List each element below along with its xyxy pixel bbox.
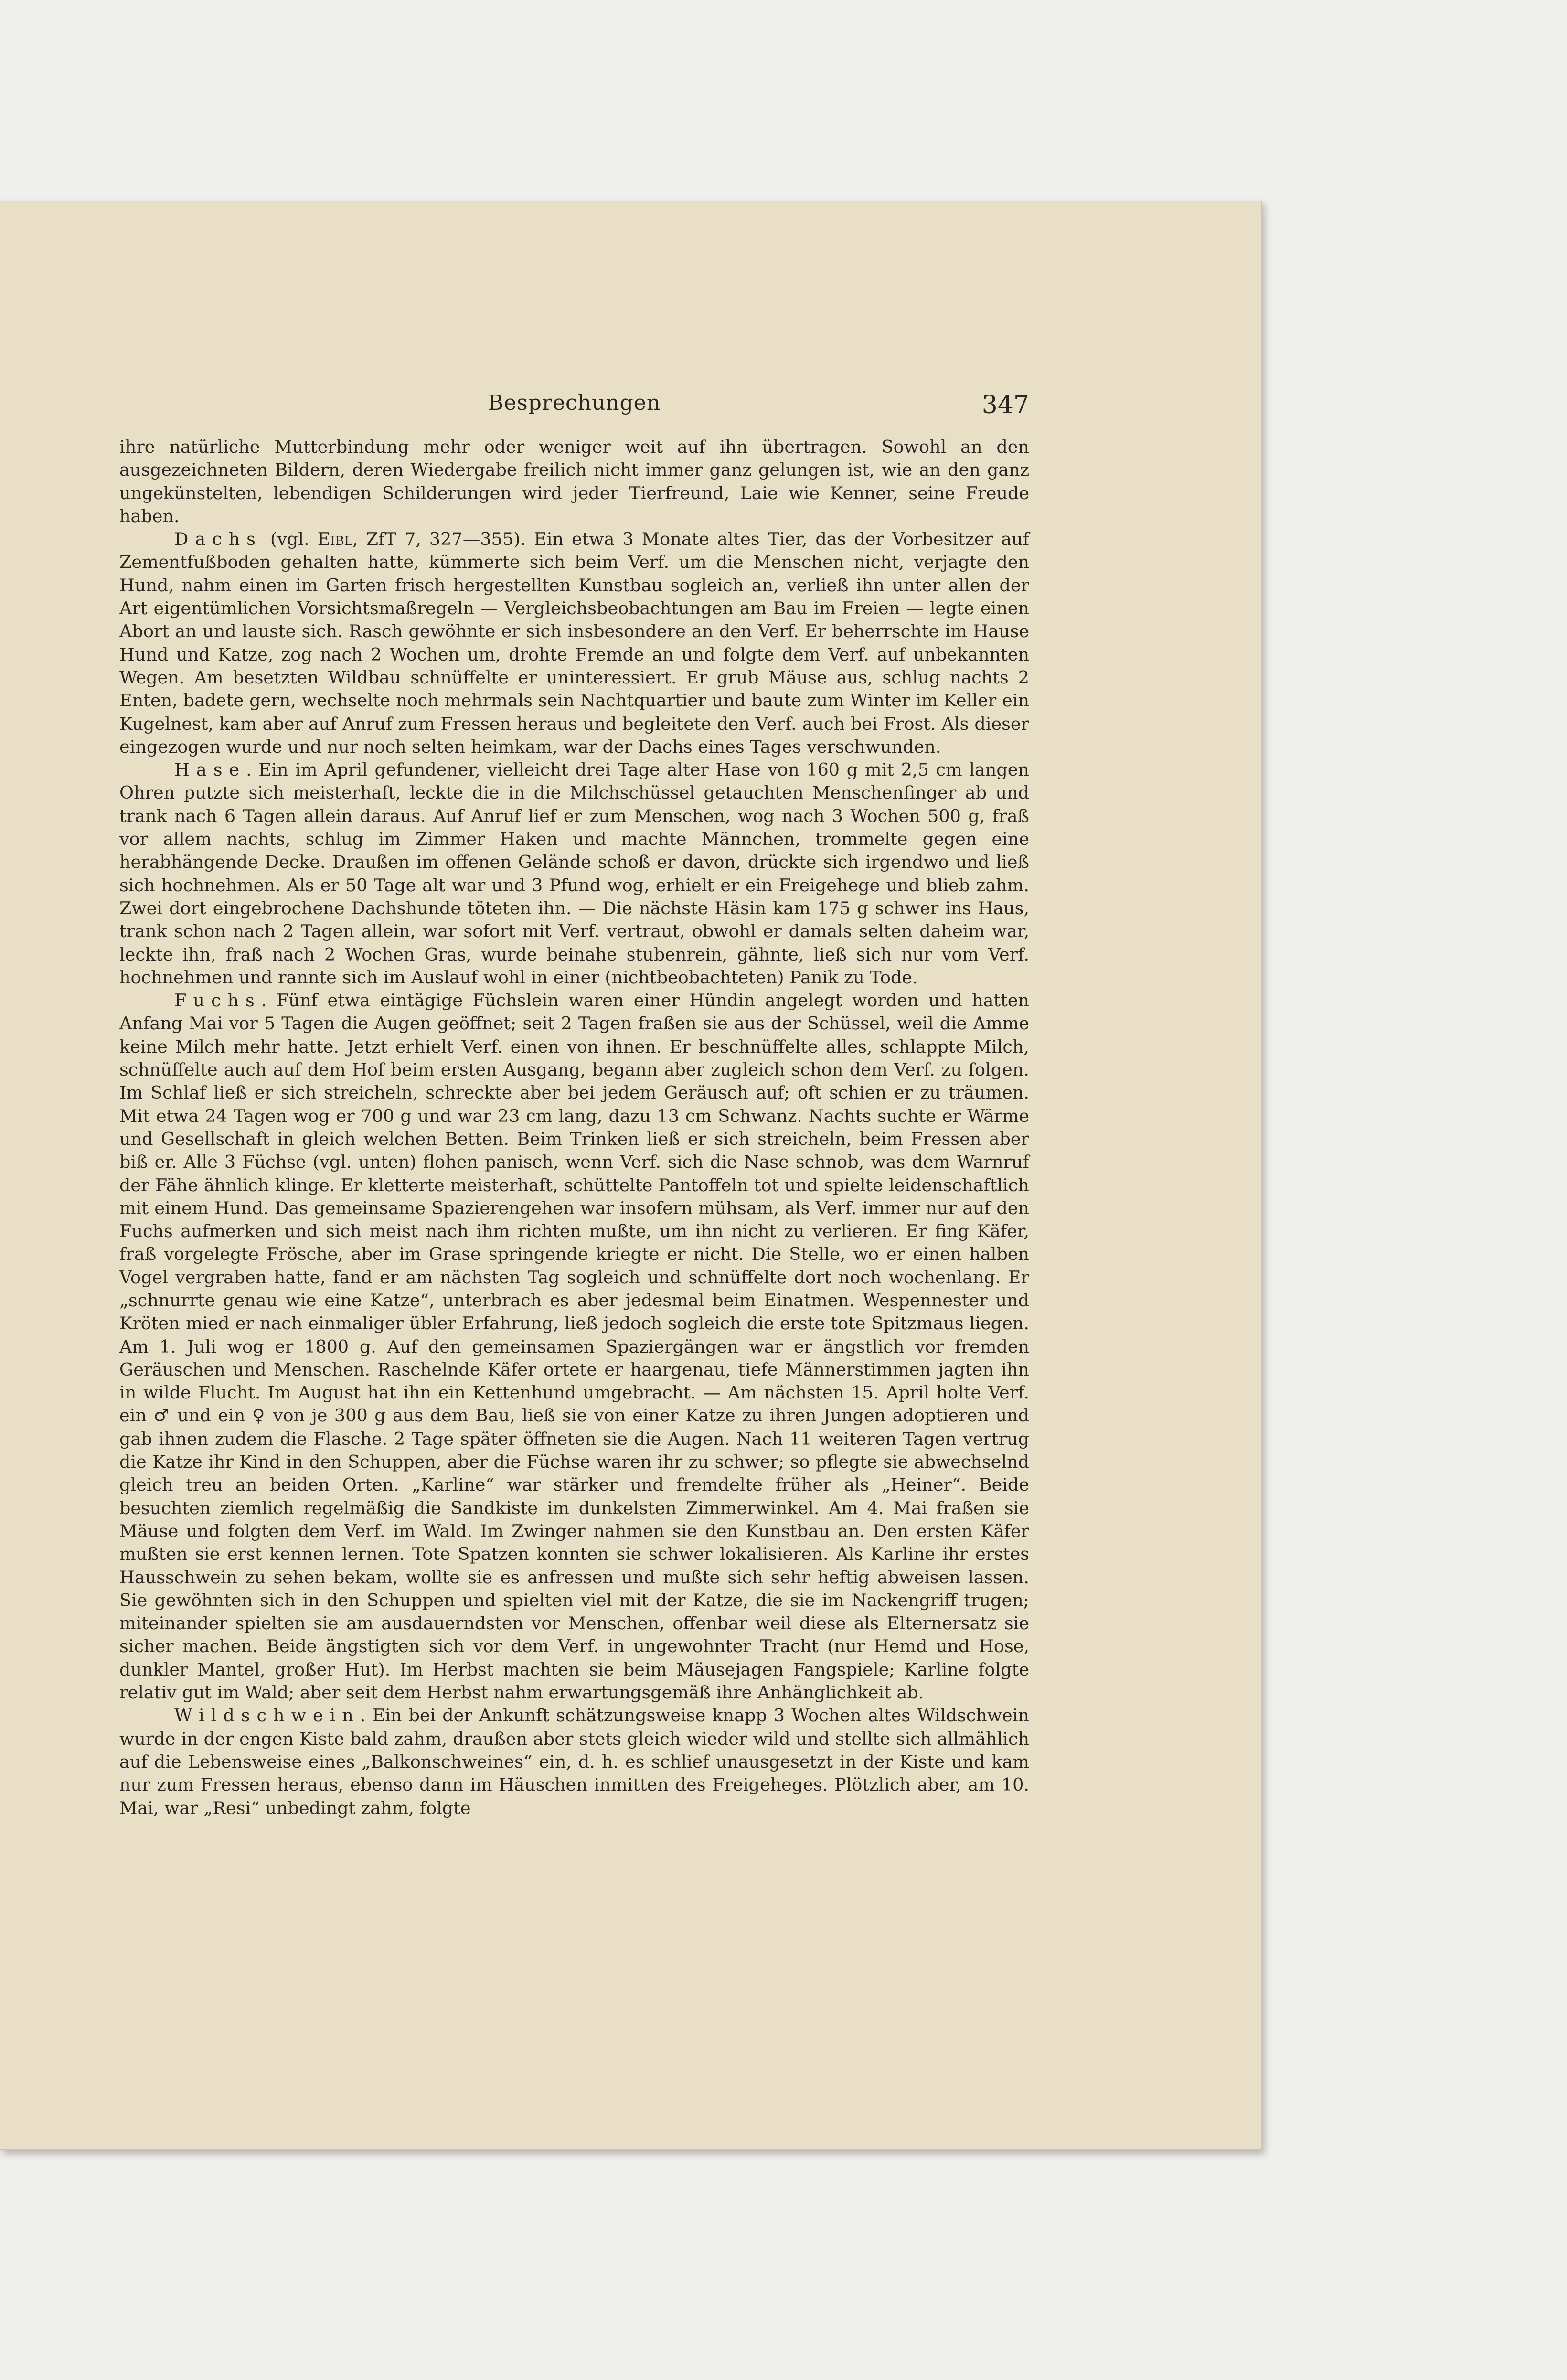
text-column	[119, 436, 1029, 1820]
paragraph-dachs	[119, 528, 1029, 758]
species-heading-wildschwein: Wildschwein	[174, 1705, 360, 1726]
paragraph-text: , ZfT 7, 327—355). Ein etwa 3 Monate altes Tier, das der Vorbesitzer auf Zementfußboden gehalten hatte, kümmerte sich beim Verf. um die Menschen nicht, verjagte den Hund, nahm einen im Garten frisch hergestellten Kunstbau sogleich an, verließ ihn unter allen der Art eigentümlichen Vorsichtsmaßregeln — Vergleichsbeobachtungen am Bau im Freien — legte einen Abort an und lauste sich. Rasch gewöhnte er sich insbesondere an den Verf. Er beherrschte im Hause Hund und Katze, zog nach 2 Wochen um, drohte Fremde an und folgte dem Verf. auf unbekannten Wegen. Am besetzten Wildbau schnüffelte er uninteressiert. Er grub Mäuse aus, schlug nachts 2 Enten, badete gern, wechselte noch mehrmals sein Nachtquartier und baute zum Winter im Keller ein Kugelnest, kam aber auf Anruf zum Fressen heraus und begleitete den Verf. auch bei Frost. Als dieser eingezogen wurde und nur noch selten heimkam, war der Dachs eines Tages verschwunden.	[119, 529, 1029, 757]
paragraph-hase	[119, 758, 1029, 989]
paragraph-text: . Ein bei der Ankunft schätzungsweise knapp 3 Wochen altes Wildschwein wurde in der engen Kiste bald zahm, draußen aber stets gleich wieder wild und stellte sich allmählich auf die Lebensweise eines „Balkonschweines“ ein, d. h. es schlief unausgesetzt in der Kiste und kam nur zum Fressen heraus, ebenso dann im Häuschen inmitten des Freigeheges. Plötzlich aber, am 10. Mai, war „Resi“ unbedingt zahm, folgte	[119, 1705, 1029, 1818]
paragraph-text: ihre natürliche Mutterbindung mehr oder weniger weit auf ihn übertragen. Sowohl an den ausgezeichneten Bildern, deren Wiedergabe freilich nicht immer ganz gelungen ist, wie an den ganz ungekünstelten, lebendigen Schilderungen wird jeder Tierfreund, Laie wie Kenner, seine Freude haben.	[119, 437, 1029, 526]
species-heading-fuchs: Fuchs	[174, 990, 261, 1011]
paragraph-fuchs	[119, 989, 1029, 1704]
species-heading-dachs: Dachs	[174, 529, 262, 550]
species-heading-hase: Hase	[174, 759, 246, 780]
citation-author: Eibl	[317, 529, 352, 550]
page-header	[119, 391, 1029, 424]
paragraph-intro	[119, 436, 1029, 528]
citation-prefix: (vgl.	[262, 529, 318, 550]
paragraph-wildschwein	[119, 1704, 1029, 1819]
paragraph-text: . Fünf etwa eintägige Füchslein waren einer Hündin angelegt worden und hatten Anfang Mai vor 5 Tagen die Augen geöffnet; seit 2 Tagen fraßen sie aus der Schüssel, weil die Amme keine Milch mehr hatte. Jetzt erhielt Verf. einen von ihnen. Er beschnüffelte alles, schlappte Milch, schnüffelte auch auf dem Hof beim ersten Ausgang, begann aber zugleich schon dem Verf. zu folgen. Im Schlaf ließ er sich streicheln, schreckte aber bei jedem Geräusch auf; oft schien er zu träumen. Mit etwa 24 Tagen wog er 700 g und war 23 cm lang, dazu 13 cm Schwanz. Nachts suchte er Wärme und Gesellschaft in gleich welchen Betten. Beim Trinken ließ er sich streicheln, beim Fressen aber biß er. Alle 3 Füchse (vgl. unten) flohen panisch, wenn Verf. sich die Nase schnob, was dem Warnruf der Fähe ähnlich klinge. Er kletterte meisterhaft, schüttelte Pantoffeln tot und spielte leidenschaftlich mit einem Hund. Das gemeinsame Spazierengehen war insofern mühsam, als Verf. immer nur auf den Fuchs aufmerken und sich meist nach ihm richten mußte, um ihn nicht zu verlieren. Er fing Käfer, fraß vorgelegte Frösche, aber im Grase springende kriegte er nicht. Die Stelle, wo er einen halben Vogel vergraben hatte, fand er am nächsten Tag sogleich und schnüffelte dort noch wochenlang. Er „schnurrte genau wie eine Katze“, unterbrach es aber jedesmal beim Einatmen. Wespennester und Kröten mied er nach einmaliger übler Erfahrung, ließ jedoch sogleich die erste tote Spitzmaus liegen. Am 1. Juli wog er 1800 g. Auf den gemeinsamen Spaziergängen war er ängstlich vor fremden Geräuschen und Menschen. Raschelnde Käfer ortete er haargenau, tiefe Männerstimmen jagten ihn in wilde Flucht. Im August hat ihn ein Kettenhund umgebracht. — Am nächsten 15. April holte Verf. ein ♂ und ein ♀ von je 300 g aus dem Bau, ließ sie von einer Katze zu ihren Jungen adoptieren und gab ihnen zudem die Flasche. 2 Tage später öffneten sie die Augen. Nach 11 weiteren Tagen vertrug die Katze ihr Kind in den Schuppen, aber die Füchse waren ihr zu schwer; so pflegte sie abwechselnd gleich treu an beiden Orten. „Karline“ war stärker und fremdelte früher als „Heiner“. Beide besuchten ziemlich regelmäßig die Sandkiste im dunkelsten Zimmerwinkel. Am 4. Mai fraßen sie Mäuse und folgten dem Verf. im Wald. Im Zwinger nahmen sie den Kunstbau an. Den ersten Käfer mußten sie erst kennen lernen. Tote Spatzen konnten sie schwer lokalisieren. Als Karline ihr erstes Hausschwein zu sehen bekam, wollte sie es anfressen und mußte sich sehr heftig abweisen lassen. Sie gewöhnten sich in den Schuppen und spielten viel mit der Katze, die sie im Nackengriff trugen; miteinander spielten sie am ausdauerndsten vor Menschen, offenbar weil diese als Elternersatz sie sicher machen. Beide ängstigten sich vor dem Verf. in ungewohnter Tracht (nur Hemd und Hose, dunkler Mantel, großer Hut). Im Herbst machten sie beim Mäusejagen Fangspiele; Karline folgte relativ gut im Wald; aber seit dem Herbst nahm erwartungsgemäß ihre Anhänglichkeit ab.	[119, 990, 1029, 1703]
running-head: Besprechungen	[488, 391, 661, 415]
page-number: 347	[981, 391, 1029, 419]
paragraph-text: . Ein im April gefundener, vielleicht drei Tage alter Hase von 160 g mit 2,5 cm langen Ohren putzte sich meisterhaft, leckte die in die Milchschüssel getauchten Menschenfinger ab und trank nach 6 Tagen allein daraus. Auf Anruf lief er zum Menschen, wog nach 3 Wochen 500 g, fraß vor allem nachts, schlug im Zimmer Haken und machte Männchen, trommelte gegen eine herabhängende Decke. Draußen im offenen Gelände schoß er davon, drückte sich irgendwo und ließ sich hochnehmen. Als er 50 Tage alt war und 3 Pfund wog, erhielt er ein Freigehege und blieb zahm. Zwei dort eingebrochene Dachshunde töteten ihn. — Die nächste Häsin kam 175 g schwer ins Haus, trank schon nach 2 Tagen allein, war sofort mit Verf. vertraut, obwohl er damals selten daheim war, leckte ihn, fraß nach 2 Wochen Gras, wurde beinahe stubenrein, gähnte, ließ sich nur vom Verf. hochnehmen und rannte sich im Auslauf wohl in einer (nichtbeobachteten) Panik zu Tode.	[119, 759, 1029, 988]
